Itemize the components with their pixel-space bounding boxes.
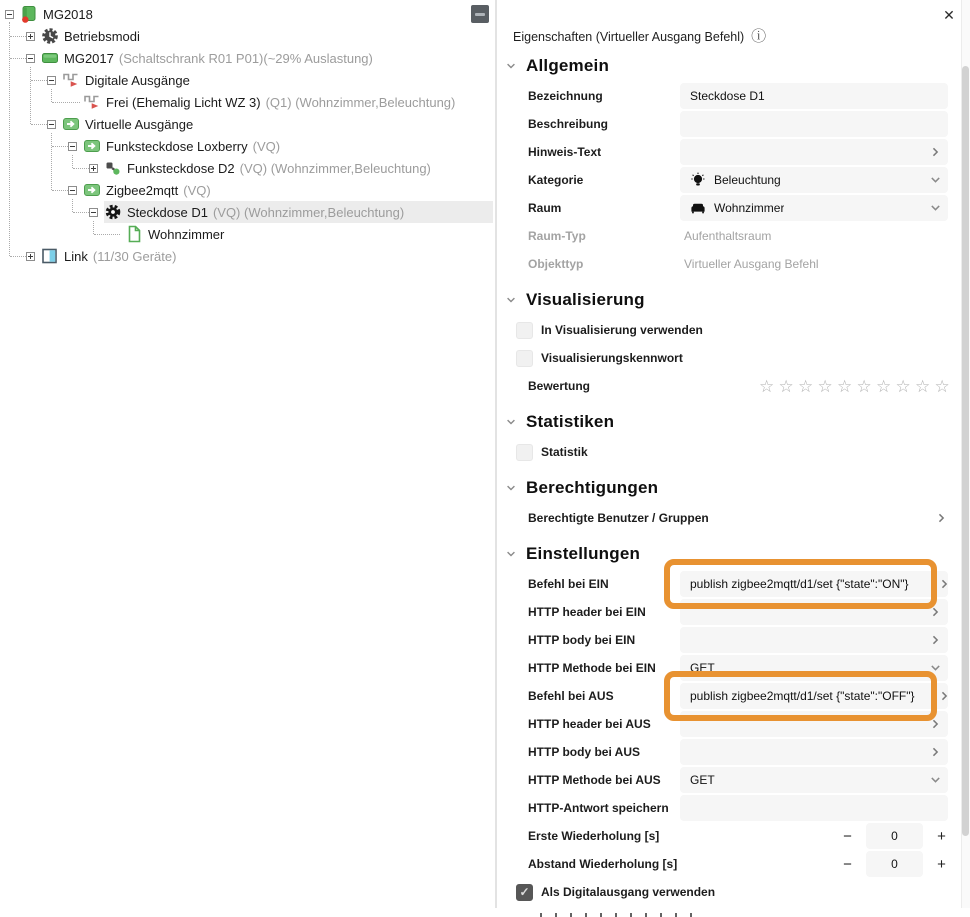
section-title: Einstellungen	[526, 544, 641, 563]
field-value: publish zigbee2mqtt/d1/set {"state":"ON"}	[690, 577, 909, 591]
star-icon[interactable]: ☆	[856, 376, 872, 396]
row-http-methode-bei-ein	[497, 654, 962, 682]
row-beschreibung	[497, 110, 962, 138]
scrollbar-thumb[interactable]	[962, 66, 969, 836]
tree-expander[interactable]	[5, 10, 14, 19]
chevron-right-icon[interactable]	[929, 746, 942, 759]
section-title: Statistiken	[526, 412, 615, 431]
section-visualisierung	[505, 287, 962, 313]
tree-expander[interactable]	[47, 76, 56, 85]
field-raum[interactable]	[680, 195, 948, 221]
row-label: Bewertung	[528, 379, 591, 393]
field-hinweis-text[interactable]	[680, 139, 948, 165]
link-icon	[41, 247, 59, 265]
field-value: GET	[690, 773, 715, 787]
field-http-methode-bei-aus[interactable]	[680, 767, 948, 793]
section-berechtigungen	[505, 475, 962, 501]
row-label: HTTP header bei AUS	[528, 717, 651, 731]
tree-guide-line	[51, 133, 52, 190]
row-objekttyp	[497, 250, 962, 278]
tree-guide-line	[52, 190, 68, 191]
row-label: Hinweis-Text	[528, 145, 602, 159]
section-einstellungen	[505, 541, 962, 567]
decrement-button[interactable]: −	[843, 855, 852, 873]
tree-guide-line	[10, 58, 26, 59]
field-kategorie[interactable]	[680, 167, 948, 193]
tree-item-body[interactable]	[41, 245, 493, 267]
gear-icon	[104, 203, 122, 221]
tree-guide-line	[10, 36, 26, 37]
tree-item-suffix: (VQ) (Wohnzimmer,Beleuchtung)	[212, 204, 405, 220]
row-label: Erste Wiederholung [s]	[528, 829, 660, 843]
checkbox-in-visualisierung-verwenden[interactable]	[516, 322, 533, 339]
row-statistik	[497, 438, 962, 466]
tree-item-body[interactable]	[20, 3, 493, 25]
checkbox-visualisierungskennwort[interactable]	[516, 350, 533, 367]
tree-item-label: Steckdose D1	[127, 204, 208, 220]
field-http-body-bei-aus[interactable]	[680, 739, 948, 765]
row-http-header-bei-aus	[497, 710, 962, 738]
tree-item-suffix: (Schaltschrank R01 P01)(~29% Auslastung)	[118, 50, 373, 66]
tree-item-suffix: (Q1) (Wohnzimmer,Beleuchtung)	[265, 94, 456, 110]
chevron-down-icon[interactable]	[929, 774, 942, 787]
tree-expander[interactable]	[68, 142, 77, 151]
checkbox-label: Visualisierungskennwort	[541, 351, 683, 365]
field-value: Wohnzimmer	[714, 201, 785, 215]
row-http-header-bei-ein	[497, 598, 962, 626]
tree-item-body[interactable]	[104, 157, 493, 179]
properties-rows	[497, 53, 962, 906]
checkbox-statistik[interactable]	[516, 444, 533, 461]
section-statistiken	[505, 409, 962, 435]
tree-expander[interactable]	[26, 252, 35, 261]
row-label: HTTP-Antwort speichern	[528, 801, 669, 815]
tree-guide-line	[31, 124, 47, 125]
chevron-down-icon[interactable]	[505, 548, 517, 560]
row-label: HTTP header bei EIN	[528, 605, 646, 619]
row-in-visualisierung-verwenden	[497, 316, 962, 344]
tree-item-suffix: (VQ)	[183, 182, 211, 198]
info-icon[interactable]: ⓘ	[751, 28, 767, 45]
field-befehl-bei-aus[interactable]	[680, 683, 948, 709]
tree-guide-line	[73, 168, 89, 169]
row-befehl-bei-ein	[497, 570, 962, 598]
stepper-erste-wiederholung-s	[841, 823, 948, 849]
increment-button[interactable]: +	[937, 827, 946, 845]
static-value: Virtueller Ausgang Befehl	[684, 257, 819, 271]
properties-header	[513, 29, 962, 44]
tree-item-link[interactable]	[0, 245, 495, 267]
tree-guide-line	[52, 146, 68, 147]
extension-icon	[41, 49, 59, 67]
chevron-down-icon[interactable]	[505, 294, 517, 306]
tree-guide-line	[73, 212, 89, 213]
star-icon[interactable]: ☆	[895, 376, 911, 396]
tree-item-label: Zigbee2mqtt	[106, 182, 179, 198]
tree-item-body[interactable]	[62, 69, 493, 91]
field-value: Steckdose D1	[690, 89, 765, 103]
row-label: Berechtigte Benutzer / Gruppen	[528, 511, 709, 525]
tree-item-funksteckdose-loxberry[interactable]	[0, 135, 495, 157]
tree-item-label: MG2017	[64, 50, 114, 66]
field-value: GET	[690, 661, 715, 675]
document-icon	[125, 225, 143, 243]
row-label: HTTP body bei EIN	[528, 633, 636, 647]
device-node-icon	[104, 159, 122, 177]
tree-item-label: Funksteckdose D2	[127, 160, 235, 176]
row-label: Abstand Wiederholung [s]	[528, 857, 678, 871]
scrollbar-track[interactable]	[961, 0, 970, 908]
tree-guide-line	[10, 256, 26, 257]
star-icon[interactable]: ☆	[934, 376, 950, 396]
tree-guide-line	[94, 234, 120, 235]
field-beschreibung[interactable]	[680, 111, 948, 137]
chevron-down-icon[interactable]	[505, 482, 517, 494]
row-hinweis-text	[497, 138, 962, 166]
tree-expander[interactable]	[26, 32, 35, 41]
row-label: Objekttyp	[528, 257, 584, 271]
close-icon[interactable]: ✕	[943, 7, 955, 23]
tree-item-suffix: (VQ)	[252, 138, 281, 154]
tree-item-label: Funksteckdose Loxberry	[106, 138, 248, 154]
row-label: HTTP Methode bei EIN	[528, 661, 656, 675]
row-label: HTTP body bei AUS	[528, 745, 641, 759]
increment-button[interactable]: +	[937, 855, 946, 873]
decrement-button[interactable]: −	[843, 827, 852, 845]
field-value: publish zigbee2mqtt/d1/set {"state":"OFF"}	[690, 689, 915, 703]
tree-item-body[interactable]	[41, 25, 493, 47]
row-http-antwort-speichern	[497, 794, 962, 822]
row-label: Befehl bei EIN	[528, 577, 609, 591]
tree-item-selected-body[interactable]	[104, 201, 493, 223]
chevron-down-icon[interactable]	[929, 174, 942, 187]
tree-item-label: Frei (Ehemalig Licht WZ 3)	[106, 94, 261, 110]
device-tree	[0, 3, 495, 267]
chevron-right-icon[interactable]	[929, 718, 942, 731]
miniserver-icon	[20, 5, 38, 23]
static-value: Aufenthaltsraum	[684, 229, 772, 243]
star-icon[interactable]: ☆	[915, 376, 931, 396]
row-bezeichnung	[497, 82, 962, 110]
row-kategorie	[497, 166, 962, 194]
checkbox-label: Als Digitalausgang verwenden	[541, 885, 716, 899]
chevron-down-icon[interactable]	[505, 416, 517, 428]
operating-modes-icon	[41, 27, 59, 45]
virtual-output-icon	[83, 137, 101, 155]
tree-item-label: Wohnzimmer	[148, 226, 225, 242]
virtual-output-icon	[62, 115, 80, 133]
tree-item-label: Link	[64, 248, 88, 264]
row-label: Raum	[528, 201, 562, 215]
row-label: HTTP Methode bei AUS	[528, 773, 661, 787]
tree-guide-line	[52, 102, 80, 103]
field-http-antwort-speichern[interactable]	[680, 795, 948, 821]
tree-guide-line	[30, 67, 31, 124]
row-label: Kategorie	[528, 173, 584, 187]
row-http-body-bei-aus	[497, 738, 962, 766]
tree-guide-line	[51, 89, 52, 102]
tree-item-suffix: (VQ) (Wohnzimmer,Beleuchtung)	[239, 160, 431, 176]
tree-item-suffix: (11/30 Geräte)	[92, 248, 177, 264]
tree-item-body[interactable]	[62, 113, 493, 135]
tree-item-body[interactable]	[125, 223, 493, 245]
tree-item-body[interactable]	[83, 179, 493, 201]
tree-item-body[interactable]	[41, 47, 493, 69]
row-http-body-bei-ein	[497, 626, 962, 654]
section-allgemein	[505, 53, 962, 79]
properties-title: Eigenschaften (Virtueller Ausgang Befehl)	[513, 29, 745, 44]
section-title: Allgemein	[526, 56, 610, 75]
clipped-text-row	[540, 913, 692, 917]
chevron-down-icon[interactable]	[929, 662, 942, 675]
tree-item-digitale-ausgänge[interactable]	[0, 69, 495, 91]
tree-item-virtuelle-ausgänge[interactable]	[0, 113, 495, 135]
field-http-header-bei-ein[interactable]	[680, 599, 948, 625]
chevron-down-icon[interactable]	[505, 60, 517, 72]
row-abstand-wiederholung-s	[497, 850, 962, 878]
row-bewertung	[497, 372, 962, 400]
bulb-icon	[690, 172, 706, 188]
minus-icon	[475, 13, 485, 16]
star-icon[interactable]: ☆	[778, 376, 794, 396]
star-icon[interactable]: ☆	[798, 376, 814, 396]
stepper-value[interactable]: 0	[866, 823, 923, 849]
stepper-abstand-wiederholung-s	[841, 851, 948, 877]
chevron-right-icon[interactable]	[938, 690, 951, 703]
star-icon[interactable]: ☆	[759, 376, 775, 396]
row-als-digitalausgang-verwenden	[497, 878, 962, 906]
tree-expander[interactable]	[89, 208, 98, 217]
chevron-right-icon[interactable]	[938, 578, 951, 591]
field-http-header-bei-aus[interactable]	[680, 711, 948, 737]
checkbox-label: Statistik	[541, 445, 588, 459]
tree-item-mg2018[interactable]	[0, 3, 495, 25]
row-erste-wiederholung-s	[497, 822, 962, 850]
tree-guide-line	[93, 221, 94, 234]
field-http-body-bei-ein[interactable]	[680, 627, 948, 653]
row-label: Beschreibung	[528, 117, 609, 131]
tree-guide-line	[72, 199, 73, 212]
tree-item-mg2017[interactable]	[0, 47, 495, 69]
row-befehl-bei-aus	[497, 682, 962, 710]
tree-expander[interactable]	[68, 186, 77, 195]
chevron-right-icon[interactable]	[935, 512, 948, 525]
star-icon[interactable]: ☆	[837, 376, 853, 396]
stepper-value[interactable]: 0	[866, 851, 923, 877]
sofa-icon	[690, 200, 706, 216]
tree-item-label: Betriebsmodi	[64, 28, 140, 44]
tree-item-betriebsmodi[interactable]	[0, 25, 495, 47]
tree-guide-line	[72, 155, 73, 168]
chevron-down-icon[interactable]	[929, 202, 942, 215]
tree-item-body[interactable]	[83, 91, 493, 113]
rating-stars	[759, 378, 948, 395]
chevron-right-icon[interactable]	[929, 606, 942, 619]
tree-expander[interactable]	[89, 164, 98, 173]
row-label: Bezeichnung	[528, 89, 603, 103]
field-bezeichnung[interactable]	[680, 83, 948, 109]
tree-item-label: Digitale Ausgänge	[85, 72, 190, 88]
section-title: Visualisierung	[526, 290, 645, 309]
row-label: Befehl bei AUS	[528, 689, 614, 703]
chevron-right-icon[interactable]	[929, 634, 942, 647]
row-raum-typ	[497, 222, 962, 250]
tree-item-body[interactable]	[83, 135, 493, 157]
row-visualisierungskennwort	[497, 344, 962, 372]
row-label: Raum-Typ	[528, 229, 586, 243]
tree-expander[interactable]	[26, 54, 35, 63]
star-icon[interactable]: ☆	[876, 376, 892, 396]
tree-item-label: MG2018	[43, 6, 93, 22]
chevron-right-icon[interactable]	[929, 146, 942, 159]
checkbox-label: In Visualisierung verwenden	[541, 323, 703, 337]
berechtigte-benutzer-gruppen-link[interactable]	[528, 504, 948, 532]
row-berechtigte-benutzer-gruppen	[497, 504, 962, 532]
digital-output-icon	[83, 93, 101, 111]
star-icon[interactable]: ☆	[817, 376, 833, 396]
digital-output-icon	[62, 71, 80, 89]
virtual-output-icon	[83, 181, 101, 199]
row-raum	[497, 194, 962, 222]
checkbox-als-digitalausgang-verwenden[interactable]: ✓	[516, 884, 533, 901]
tree-expander[interactable]	[47, 120, 56, 129]
properties-panel	[497, 0, 962, 908]
tree-item-label: Virtuelle Ausgänge	[85, 116, 194, 132]
field-befehl-bei-ein[interactable]	[680, 571, 948, 597]
tree-item-wohnzimmer[interactable]	[0, 223, 495, 245]
tree-guide-line	[31, 80, 47, 81]
collapse-tree-button[interactable]	[471, 5, 489, 23]
section-title: Berechtigungen	[526, 478, 659, 497]
field-http-methode-bei-ein[interactable]	[680, 655, 948, 681]
field-value: Beleuchtung	[714, 173, 781, 187]
row-http-methode-bei-aus	[497, 766, 962, 794]
tree-item-zigbee2mqtt[interactable]	[0, 179, 495, 201]
